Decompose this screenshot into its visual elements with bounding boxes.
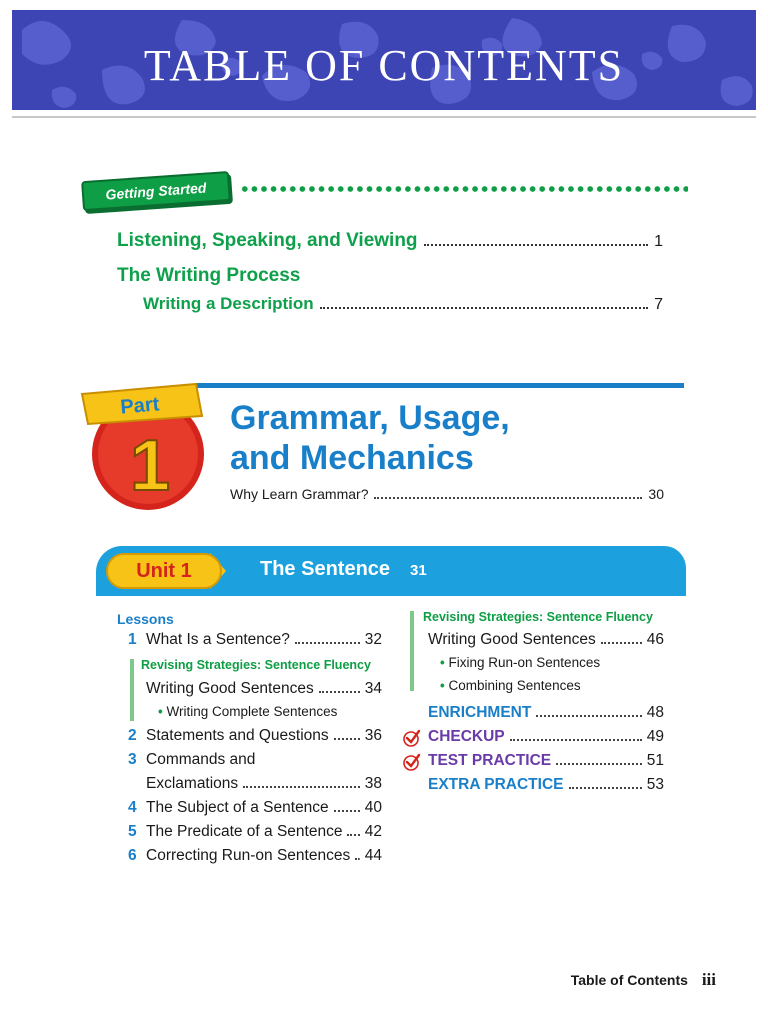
revising-item[interactable] xyxy=(428,631,664,649)
dot-leader xyxy=(424,244,649,246)
lesson-title: Statements and Questions xyxy=(146,727,329,744)
lesson-page: 38 xyxy=(364,775,382,792)
dot-leader xyxy=(536,715,641,717)
lesson-page: 44 xyxy=(364,847,382,864)
revising-strategies-label: Revising Strategies: Sentence Fluency xyxy=(141,658,371,672)
toc-entry-enrichment[interactable] xyxy=(428,704,664,722)
lesson-number: 3 xyxy=(128,751,137,768)
lesson-6[interactable] xyxy=(128,847,382,865)
bullet-icon: • xyxy=(158,704,163,719)
item-title: Writing Good Sentences xyxy=(146,680,314,697)
ribbon-label: Getting Started xyxy=(104,179,207,203)
lesson-1[interactable] xyxy=(128,631,382,649)
entry-page: 7 xyxy=(654,296,663,313)
unit-page: 31 xyxy=(410,562,427,579)
entry-title: CHECKUP xyxy=(428,728,505,745)
lesson-number: 1 xyxy=(128,631,137,648)
bullet-text: Combining Sentences xyxy=(448,678,581,693)
part-divider xyxy=(196,383,684,388)
footer-page-number: iii xyxy=(701,970,716,989)
dot-leader xyxy=(556,763,642,765)
part-1-badge xyxy=(76,372,216,512)
dot-leader xyxy=(334,738,360,740)
entry-page: 48 xyxy=(646,704,664,721)
dot-leader xyxy=(355,858,360,860)
bullet-item[interactable] xyxy=(440,678,581,693)
checkmark-icon xyxy=(403,729,421,747)
dot-leader xyxy=(569,787,642,789)
lesson-title: The Subject of a Sentence xyxy=(146,799,329,816)
revising-strategies-label: Revising Strategies: Sentence Fluency xyxy=(423,610,653,624)
lesson-4[interactable] xyxy=(128,799,382,817)
part-title xyxy=(230,398,670,478)
bullet-text: Writing Complete Sentences xyxy=(166,704,338,719)
unit-title[interactable]: The Sentence xyxy=(260,558,391,580)
item-title: Writing Good Sentences xyxy=(428,631,596,648)
title-banner xyxy=(12,10,756,110)
lesson-title-line2: Exclamations xyxy=(146,775,239,792)
lesson-3[interactable] xyxy=(128,751,382,769)
lesson-number: 6 xyxy=(128,847,137,864)
entry-title: Listening, Speaking, and Viewing xyxy=(117,230,418,251)
toc-entry-description[interactable] xyxy=(143,294,663,314)
entry-title: Writing a Description xyxy=(143,294,314,313)
part-title-line2: and Mechanics xyxy=(230,439,474,477)
bullet-icon: • xyxy=(440,655,445,670)
lesson-page: 32 xyxy=(364,631,382,648)
lesson-page: 40 xyxy=(364,799,382,816)
part-number: 1 xyxy=(129,426,171,506)
lesson-number: 2 xyxy=(128,727,137,744)
item-page: 46 xyxy=(646,631,664,648)
lesson-5[interactable] xyxy=(128,823,382,841)
item-page: 34 xyxy=(364,680,382,697)
dot-leader xyxy=(601,642,642,644)
lesson-title: What Is a Sentence? xyxy=(146,631,290,648)
entry-page: 51 xyxy=(646,752,664,769)
entry-title: TEST PRACTICE xyxy=(428,752,552,769)
lesson-number: 4 xyxy=(128,799,137,816)
entry-page: 49 xyxy=(646,728,664,745)
unit-badge: Unit 1 xyxy=(106,553,222,589)
dot-leader xyxy=(319,691,360,693)
banner-divider xyxy=(12,116,756,118)
dotted-divider xyxy=(240,186,688,192)
entry-title: EXTRA PRACTICE xyxy=(428,776,564,793)
entry-page: 1 xyxy=(654,233,663,250)
entry-title: The Writing Process xyxy=(117,265,301,286)
bullet-text: Fixing Run-on Sentences xyxy=(448,655,601,670)
entry-page: 30 xyxy=(648,486,664,502)
getting-started-ribbon xyxy=(73,164,242,219)
entry-title: Why Learn Grammar? xyxy=(230,486,369,502)
page-footer xyxy=(571,970,716,990)
dot-leader xyxy=(347,834,359,836)
bullet-item[interactable] xyxy=(158,704,337,719)
revising-item[interactable] xyxy=(146,680,382,698)
lesson-page: 42 xyxy=(364,823,382,840)
entry-page: 53 xyxy=(646,776,664,793)
footer-label: Table of Contents xyxy=(570,972,688,988)
page-title: TABLE OF CONTENTS xyxy=(143,40,625,90)
toc-entry-test-practice[interactable] xyxy=(428,752,664,770)
entry-title: ENRICHMENT xyxy=(428,704,532,721)
lessons-label: Lessons xyxy=(117,611,174,627)
lesson-page: 36 xyxy=(364,727,382,744)
checkmark-icon xyxy=(403,753,421,771)
part-label: Part xyxy=(119,393,161,419)
revising-strategies-marker xyxy=(410,611,414,691)
dot-leader xyxy=(510,739,642,741)
dot-leader xyxy=(374,497,642,499)
toc-entry-writing-process[interactable] xyxy=(117,265,300,287)
bullet-icon: • xyxy=(440,678,445,693)
lesson-2[interactable] xyxy=(128,727,382,745)
lesson-title-line1: Commands and xyxy=(146,751,256,768)
dot-leader xyxy=(334,810,360,812)
toc-entry-extra-practice[interactable] xyxy=(428,776,664,794)
bullet-item[interactable] xyxy=(440,655,600,670)
lesson-title: The Predicate of a Sentence xyxy=(146,823,343,840)
dot-leader xyxy=(295,642,360,644)
dot-leader xyxy=(320,307,648,309)
lesson-title: Correcting Run-on Sentences xyxy=(146,847,351,864)
toc-entry-checkup[interactable] xyxy=(428,728,664,746)
lesson-3-continued[interactable] xyxy=(146,775,382,793)
lesson-number: 5 xyxy=(128,823,137,840)
part-title-line1: Grammar, Usage, xyxy=(230,399,510,437)
revising-strategies-marker xyxy=(130,659,134,721)
toc-entry-why-grammar[interactable] xyxy=(230,486,664,502)
toc-entry-listening[interactable] xyxy=(117,230,663,252)
dot-leader xyxy=(243,786,360,788)
